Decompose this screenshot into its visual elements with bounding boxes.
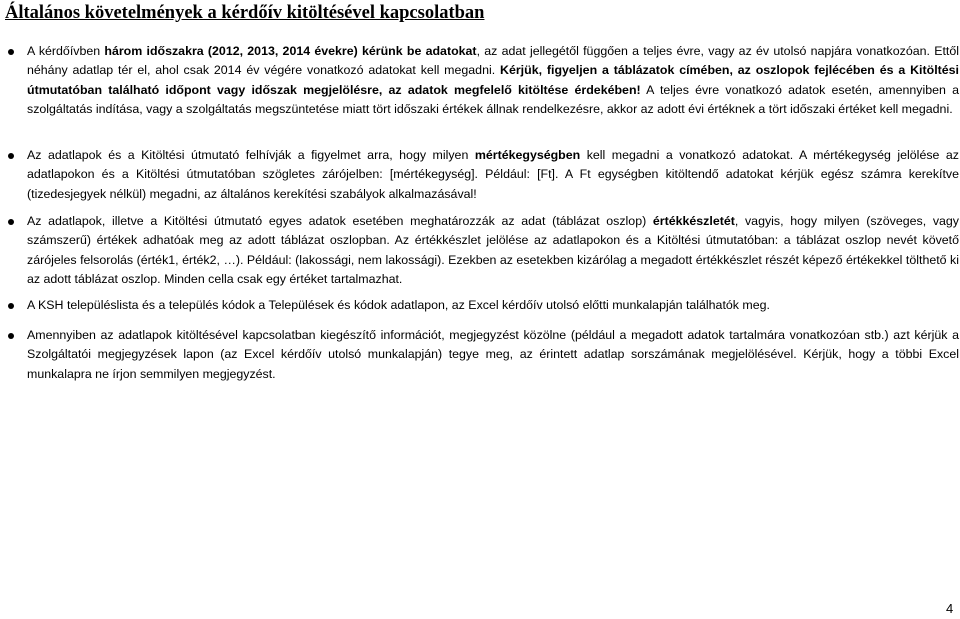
list-item-text: A KSH településlista és a település kódok a Települések és kódok adatlapon, az Excel kérdőív utolsó előtti munkalapján találhatók meg. <box>27 298 770 312</box>
bullet-icon <box>8 333 14 339</box>
bullet-icon <box>8 219 14 225</box>
bullet-icon <box>8 303 14 309</box>
page-number: 4 <box>946 601 954 616</box>
bullet-icon <box>8 153 14 159</box>
bullet-icon <box>8 49 14 55</box>
list-item-text: A kérdőívben három időszakra (2012, 2013, 2014 évekre) kérünk be adatokat, az adat jellegétől függően a teljes évre, vagy az év utolsó napjára vonatkozóan. Ettől néhány adatlap tér el, ahol csak 2014 év végére vonatkozó adatokat kell megadni. Kérjük, figyeljen a táblázatok címében, az oszlopok fejlécében és a Kitöltési útmutatóban található időpont vagy időszak megjelölésre, az adatok megfelelő kitöltése érdekében! A teljes évre vonatkozó adatok esetén, amennyiben a szolgáltatás indítása, vagy a szolgáltatás megszüntetése miatt tört időszaki értékek állnak rendelkezésre, akkor az adott évi értéknek a tört időszaki értéket kell megadni. <box>27 44 959 116</box>
list-item-text: Az adatlapok és a Kitöltési útmutató felhívják a figyelmet arra, hogy milyen mértékegységben kell megadni a vonatkozó adatokat. A mértékegység jelölése az adatlapokon és a Kitöltési útmutatóban szögletes zárójelben: [mértékegység]. Például: [Ft]. A Ft egységben kitöltendő adatokat kérjük egész számra kerekítve (tizedesjegyek nélkül) megadni, az általános kerekítési szabályok alkalmazásával! <box>27 148 960 201</box>
list-item-text: Az adatlapok, illetve a Kitöltési útmutató egyes adatok esetében meghatározzák az adat (táblázat oszlop) értékkészletét, vagyis, hogy milyen (szöveges, vagy számszerű) értékek adhatóak meg az adott táblázat oszlopban. Az értékkészlet jelölése az adatlapokon és a Kitöltési útmutatóban: a táblázat oszlop nevét követő zárójeles felsorolás (érték1, érték2, …). Például: (lakossági, nem lakossági). Ezekben az esetekben kizárólag a megadott értékkészlet részét képező értékekkel tölthető ki az adott táblázat oszlop. Minden cella csak egy értéket tartalmazhat. <box>27 214 959 286</box>
list-item-text: Amennyiben az adatlapok kitöltésével kapcsolatban kiegészítő információt, megjegyzést közölne (például a megadott adatok tartalmára vonatkozóan stb.) azt kérjük a Szolgáltatói megjegyzések lapon (az Excel kérdőív utolsó munkalapján) tegye meg, az érintett adatlap sorszámának megjelölésével. Kérjük, hogy a többi Excel munkalapra ne írjon semmilyen megjegyzést. <box>27 328 959 381</box>
page-heading: Általános követelmények a kérdőív kitöltésével kapcsolatban <box>5 3 485 23</box>
